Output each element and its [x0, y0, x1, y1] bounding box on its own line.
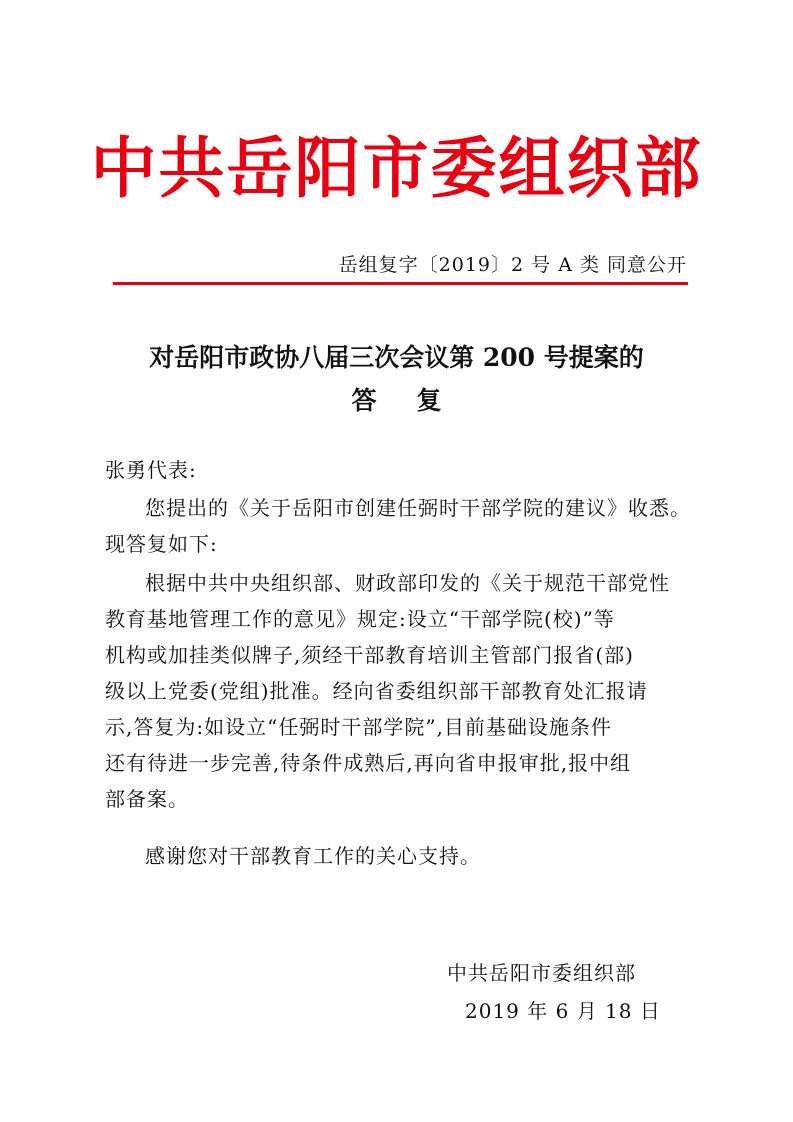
paragraph-line: 部备案。 [105, 787, 189, 811]
paragraph-line: 还有待进一步完善,待条件成熟后,再向省申报审批,报中组 [105, 751, 632, 775]
paragraph-acknowledgement [105, 490, 705, 562]
salutation: 张勇代表: [105, 458, 197, 482]
document-number: 岳组复字〔2019〕2 号 A 类 同意公开 [338, 254, 687, 276]
paragraph-line: 感谢您对干部教育工作的关心支持。 [145, 844, 481, 868]
document-title-reply: 答复 [351, 386, 482, 415]
paragraph-reply-content [105, 565, 695, 817]
paragraph-line: 教育基地管理工作的意见》规定:设立“干部学院(校)”等 [105, 607, 615, 631]
document-title: 对岳阳市政协八届三次会议第 200 号提案的 [149, 343, 644, 372]
paragraph-line: 现答复如下: [105, 532, 218, 556]
organization-header: 中共岳阳市委组织部 [90, 129, 703, 207]
signature-organization: 中共岳阳市委组织部 [447, 961, 636, 985]
paragraph-thanks [105, 838, 705, 874]
paragraph-line: 机构或加挂类似牌子,须经干部教育培训主管部门报省(部) [105, 643, 634, 667]
paragraph-line: 级以上党委(党组)批准。经向省委组织部干部教育处汇报请 [105, 679, 648, 703]
red-divider-line [113, 282, 688, 285]
paragraph-line: 根据中共中央组织部、财政部印发的《关于规范干部党性 [145, 571, 670, 595]
paragraph-line: 示,答复为:如设立“任弼时干部学院”,目前基础设施条件 [105, 715, 612, 739]
paragraph-line: 您提出的《关于岳阳市创建任弼时干部学院的建议》收悉。 [145, 496, 691, 520]
signature-date: 2019 年 6 月 18 日 [465, 999, 661, 1023]
